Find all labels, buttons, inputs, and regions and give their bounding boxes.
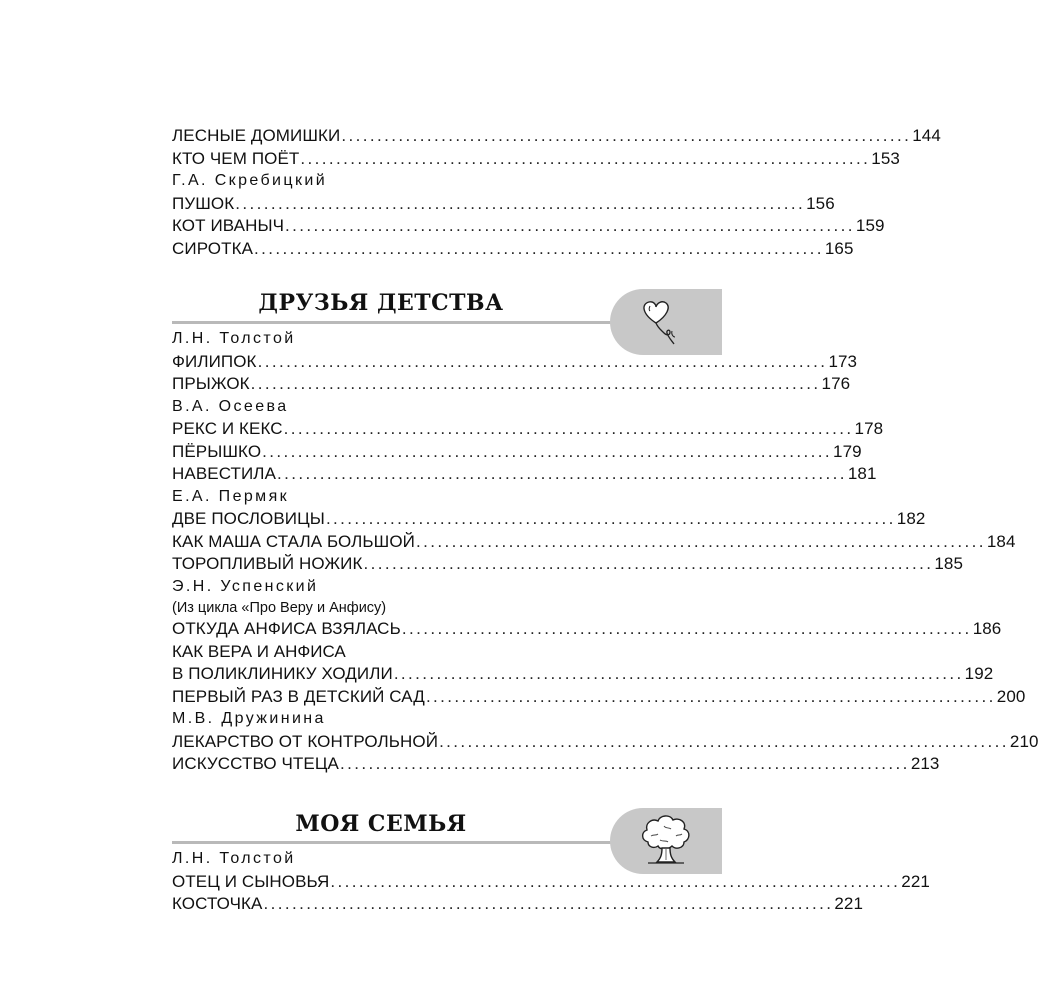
dot-leader: ................................................................................ bbox=[277, 464, 847, 483]
author-name: М.В. Дружинина bbox=[172, 710, 326, 727]
author-name: Е.А. Пермяк bbox=[172, 487, 290, 505]
entry-title: ЛЕСНЫЕ ДОМИШКИ bbox=[172, 126, 341, 145]
page-number: 179 bbox=[833, 441, 862, 461]
page-number: 184 bbox=[986, 531, 1016, 551]
page-number: 182 bbox=[896, 509, 926, 528]
entry-title: ОТЕЦ И СЫНОВЬЯ bbox=[172, 871, 330, 891]
toc-entry bbox=[172, 463, 877, 486]
dot-leader: ................................................................................ bbox=[263, 894, 834, 913]
toc-entry bbox=[172, 686, 1026, 709]
entry-title: ПЁРЫШКО bbox=[172, 441, 262, 461]
toc-entry bbox=[172, 553, 964, 576]
entry-title: ЛЕКАРСТВО ОТ КОНТРОЛЬНОЙ bbox=[172, 731, 439, 751]
entry-title: ПРЫЖОК bbox=[172, 374, 250, 393]
entry-title: В ПОЛИКЛИНИКУ ХОДИЛИ bbox=[172, 664, 393, 683]
toc-entry bbox=[172, 441, 862, 464]
dot-leader: ................................................................................ bbox=[401, 619, 972, 638]
toc-entry bbox=[172, 215, 885, 238]
dot-leader: ................................................................................ bbox=[250, 374, 821, 393]
page-number: 221 bbox=[901, 871, 930, 891]
section-divider bbox=[172, 321, 620, 324]
dot-leader: ................................................................................ bbox=[325, 509, 896, 528]
author-name: Л.Н. Толстой bbox=[172, 850, 296, 867]
toc-entry bbox=[172, 351, 858, 374]
toc-entry bbox=[172, 373, 851, 396]
toc-entry bbox=[172, 238, 854, 261]
dot-leader: ................................................................................ bbox=[341, 126, 912, 145]
page-number: 185 bbox=[934, 554, 964, 573]
toc-section-family bbox=[172, 848, 930, 916]
entry-title: РЕКС И КЕКС bbox=[172, 419, 283, 438]
toc-block-continued bbox=[172, 125, 941, 260]
page-number: 178 bbox=[854, 419, 884, 438]
dot-leader: ................................................................................ bbox=[235, 193, 806, 213]
dot-leader: ................................................................................ bbox=[439, 731, 1009, 751]
page-number: 176 bbox=[821, 374, 851, 393]
page-number: 165 bbox=[824, 238, 854, 258]
entry-title: НАВЕСТИЛА bbox=[172, 464, 277, 483]
entry-title: СИРОТКА bbox=[172, 238, 254, 258]
toc-entry bbox=[172, 418, 884, 441]
entry-title: ИСКУССТВО ЧТЕЦА bbox=[172, 754, 339, 773]
dot-leader: ................................................................................ bbox=[339, 754, 910, 773]
section-tab bbox=[610, 808, 722, 874]
toc-entry bbox=[172, 753, 940, 776]
entry-title: ФИЛИПОК bbox=[172, 351, 257, 371]
page-number: 213 bbox=[910, 754, 940, 773]
entry-title: КОТ ИВАНЫЧ bbox=[172, 216, 285, 235]
entry-title: ОТКУДА АНФИСА ВЗЯЛАСЬ bbox=[172, 619, 401, 638]
toc-entry bbox=[172, 731, 1039, 754]
entry-title: ПУШОК bbox=[172, 193, 235, 213]
dot-leader: ................................................................................ bbox=[363, 554, 934, 573]
dot-leader: ................................................................................ bbox=[330, 871, 901, 891]
dot-leader: ................................................................................ bbox=[285, 216, 855, 235]
toc-entry bbox=[172, 193, 835, 216]
page-number: 156 bbox=[806, 193, 835, 213]
entry-title: ДВЕ ПОСЛОВИЦЫ bbox=[172, 509, 325, 528]
entry-title: ПЕРВЫЙ РАЗ В ДЕТСКИЙ САД bbox=[172, 686, 425, 706]
entry-title-line: КАК ВЕРА И АНФИСА bbox=[172, 641, 346, 661]
dot-leader: ................................................................................ bbox=[262, 441, 833, 461]
entry-title: ТОРОПЛИВЫЙ НОЖИК bbox=[172, 554, 363, 573]
page-number: 173 bbox=[828, 351, 858, 371]
author-name: Э.Н. Успенский bbox=[172, 577, 319, 595]
section-title-family: МОЯ СЕМЬЯ bbox=[295, 811, 467, 837]
entry-title: КТО ЧЕМ ПОЁТ bbox=[172, 148, 300, 168]
page-number: 210 bbox=[1009, 731, 1039, 751]
dot-leader: ................................................................................ bbox=[300, 148, 871, 168]
section-divider bbox=[172, 841, 620, 844]
page-number: 186 bbox=[972, 619, 1002, 638]
section-tab bbox=[610, 289, 722, 355]
page-number: 221 bbox=[834, 894, 864, 913]
section-title-friends: ДРУЗЬЯ ДЕТСТВА bbox=[258, 290, 504, 316]
toc-entry bbox=[172, 125, 941, 148]
page-number: 144 bbox=[912, 126, 941, 145]
dot-leader: ................................................................................ bbox=[393, 664, 964, 683]
entry-title: КОСТОЧКА bbox=[172, 894, 263, 913]
toc-entry bbox=[172, 531, 1016, 554]
toc-entry bbox=[172, 663, 994, 686]
author-name: Г.А. Скребицкий bbox=[172, 172, 328, 189]
toc-entry bbox=[172, 148, 900, 171]
dot-leader: ................................................................................ bbox=[416, 531, 986, 551]
toc-entry bbox=[172, 508, 926, 531]
dot-leader: ................................................................................ bbox=[425, 686, 996, 706]
page-number: 153 bbox=[871, 148, 900, 168]
heart-balloon-icon bbox=[638, 297, 694, 349]
toc-section-friends bbox=[172, 328, 1039, 776]
dot-leader: ................................................................................ bbox=[257, 351, 828, 371]
tree-icon bbox=[638, 812, 694, 870]
page-number: 192 bbox=[964, 664, 994, 683]
dot-leader: ................................................................................ bbox=[254, 238, 824, 258]
entry-title: КАК МАША СТАЛА БОЛЬШОЙ bbox=[172, 531, 416, 551]
toc-entry bbox=[172, 893, 864, 916]
author-name: В.А. Осеева bbox=[172, 397, 289, 415]
toc-entry bbox=[172, 618, 1002, 641]
page-number: 159 bbox=[855, 216, 885, 235]
cycle-note: (Из цикла «Про Веру и Анфису) bbox=[172, 600, 387, 616]
page-number: 200 bbox=[996, 686, 1026, 706]
page-number: 181 bbox=[847, 464, 877, 483]
dot-leader: ................................................................................ bbox=[283, 419, 854, 438]
author-name: Л.Н. Толстой bbox=[172, 330, 296, 347]
toc-entry bbox=[172, 871, 930, 894]
